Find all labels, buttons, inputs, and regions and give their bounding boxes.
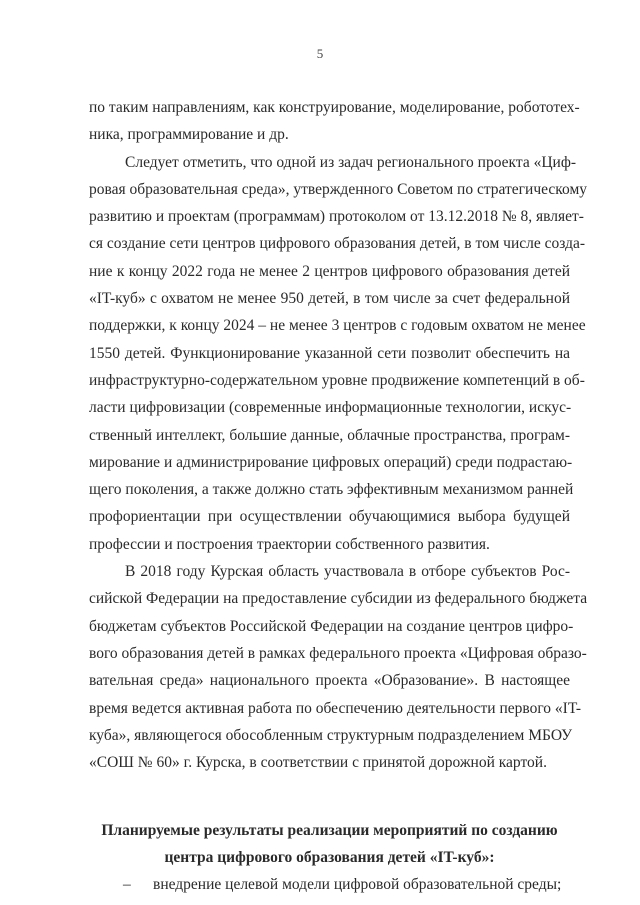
heading-line: центра цифрового образования детей «IT-куб»: xyxy=(164,849,495,867)
text-line: развитию и проектам (программам) протоколом от 13.12.2018 № 8, являет- xyxy=(89,208,584,226)
list-item xyxy=(89,871,570,898)
text-line: по таким направлениям, как конструирование, моделирование, робототех- xyxy=(89,99,580,116)
text-line: «СОШ № 60» г. Курска, в соответствии с принятой дорожной картой. xyxy=(89,754,547,772)
text-line: В 2018 году Курская область участвовала в отборе субъектов Рос- xyxy=(125,563,570,581)
paragraph-3 xyxy=(89,558,588,776)
text-line: профориентации при осуществлении обучающимися выбора будущей xyxy=(89,508,570,526)
text-line: ровая образовательная среда», утвержденного Советом по стратегическому xyxy=(89,180,588,198)
text-line: ласти цифровизации (современные информационные технологии, искус- xyxy=(89,399,572,417)
page-number: 5 xyxy=(316,46,324,61)
paragraph-2 xyxy=(89,149,588,558)
text-line: 1550 детей. Функционирование указанной сети позволит обеспечить на xyxy=(89,344,570,362)
dash-marker: – xyxy=(123,876,131,894)
heading-line: Планируемые результаты реализации мероприятий по созданию xyxy=(101,822,558,840)
text-line: Следует отметить, что одной из задач регионального проекта «Циф- xyxy=(125,153,577,171)
text-line: инфраструктурно-содержательном уровне продвижение компетенций в об- xyxy=(89,371,585,389)
document-body xyxy=(89,94,588,898)
text-line: вого образования детей в рамках федерального проекта «Цифровая образо- xyxy=(89,644,587,662)
text-line: мирование и администрирование цифровых операций) среди подрастаю- xyxy=(89,453,573,471)
text-line: ние к концу 2022 года не менее 2 центров цифрового образования детей xyxy=(89,262,570,280)
text-line: щего поколения, а также должно стать эффективным механизмом ранней xyxy=(89,481,574,499)
text-line: ника, программирование и др. xyxy=(89,126,289,144)
text-line: ственный интеллект, большие данные, облачные пространства, програм- xyxy=(89,426,570,444)
text-line: вательная среда» национального проекта «Образование». В настоящее xyxy=(89,672,570,690)
text-line: «IT-куб» с охватом не менее 950 детей, в том числе за счет федеральной xyxy=(89,290,570,308)
section-heading xyxy=(89,817,570,871)
text-line: бюджетам субъектов Российской Федерации на создание центров цифро- xyxy=(89,617,574,635)
text-line: ся создание сети центров цифрового образования детей, в том числе созда- xyxy=(89,235,586,253)
list-item-text: внедрение целевой модели цифровой образовательной среды; xyxy=(153,876,562,894)
paragraph-1 xyxy=(89,94,580,149)
text-line: куба», являющегося обособленным структурным подразделением МБОУ xyxy=(89,726,573,744)
section-spacer xyxy=(89,776,570,817)
text-line: профессии и построения траектории собственного развития. xyxy=(89,535,490,553)
text-line: время ведется активная работа по обеспечению деятельности первого «IT- xyxy=(89,699,582,717)
text-line: поддержки, к концу 2024 – не менее 3 центров с годовым охватом не менее xyxy=(89,317,586,335)
text-line: сийской Федерации на предоставление субсидии из федерального бюджета xyxy=(89,590,588,608)
